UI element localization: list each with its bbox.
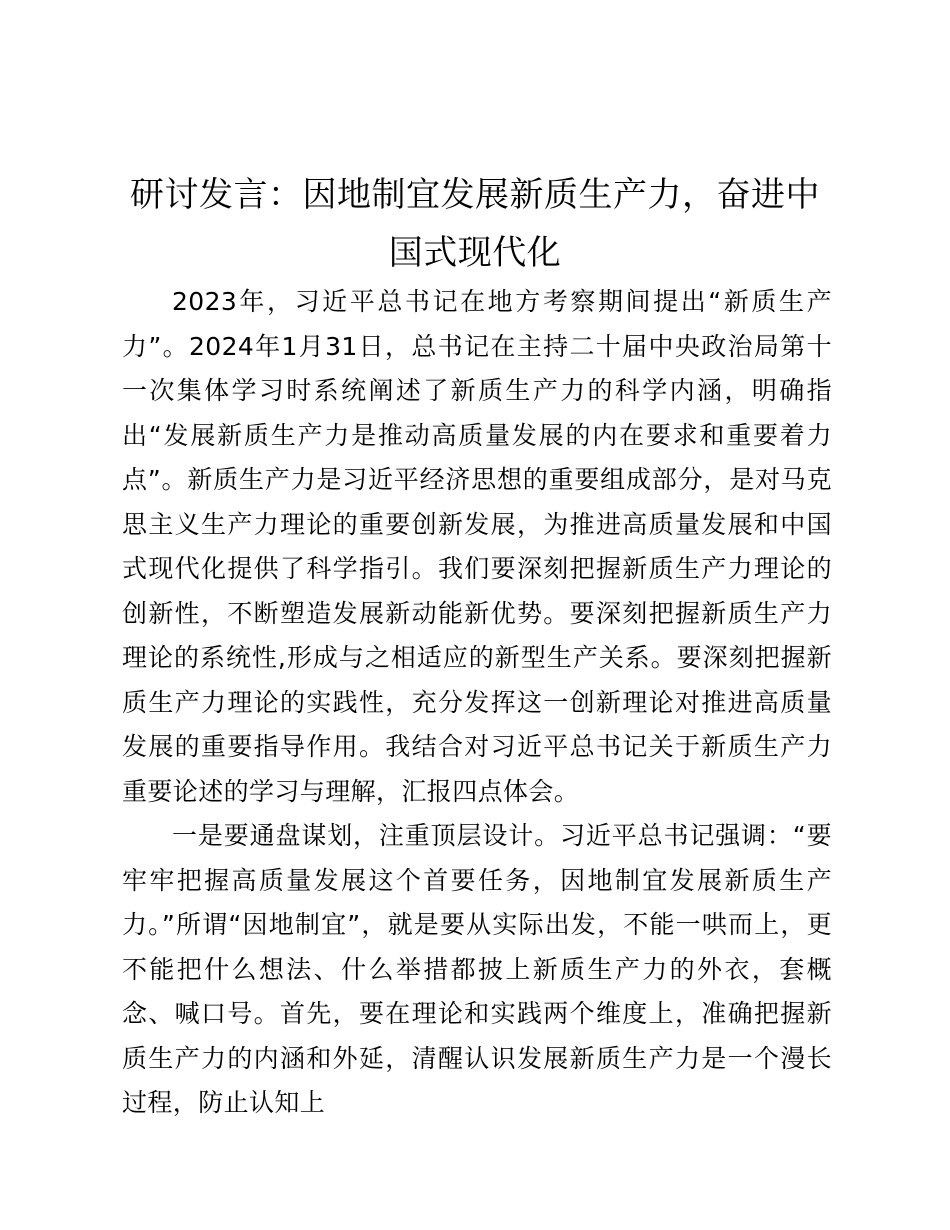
document-body (122, 280, 832, 1126)
paragraph-point-one: 一是要通盘谋划，注重顶层设计。习近平总书记强调：“要牢牢把握高质量发展这个首要任务，因地制宜发展新质生产力。”所谓“因地制宜”，就是要从实际出发，不能一哄而上，更不能把什么想法、什么举措都披上新质生产力的外衣，套概念、喊口号。首先，要在理论和实践两个维度上，准确把握新质生产力的内涵和外延，清醒认识发展新质生产力是一个漫长过程，防止认知上 (122, 821, 832, 1117)
paragraph-intro: 2023年，习近平总书记在地方考察期间提出“新质生产力”。2024年1月31日，总书记在主持二十届中央政治局第十一次集体学习时系统阐述了新质生产力的科学内涵，明确指出“发展新质生产力是推动高质量发展的内在要求和重要着力点”。新质生产力是习近平经济思想的重要组成部分，是对马克思主义生产力理论的重要创新发展，为推进高质量发展和中国式现代化提供了科学指引。我们要深刻把握新质生产力理论的创新性，不断塑造发展新动能新优势。要深刻把握新质生产力理论的系统性,形成与之相适应的新型生产关系。要深刻把握新质生产力理论的实践性，充分发挥这一创新理论对推进高质量发展的重要指导作用。我结合对习近平总书记关于新质生产力重要论述的学习与理解，汇报四点体会。 (122, 287, 832, 806)
document-title: 研讨发言：因地制宜发展新质生产力，奋进中国式现代化 (130, 175, 820, 273)
